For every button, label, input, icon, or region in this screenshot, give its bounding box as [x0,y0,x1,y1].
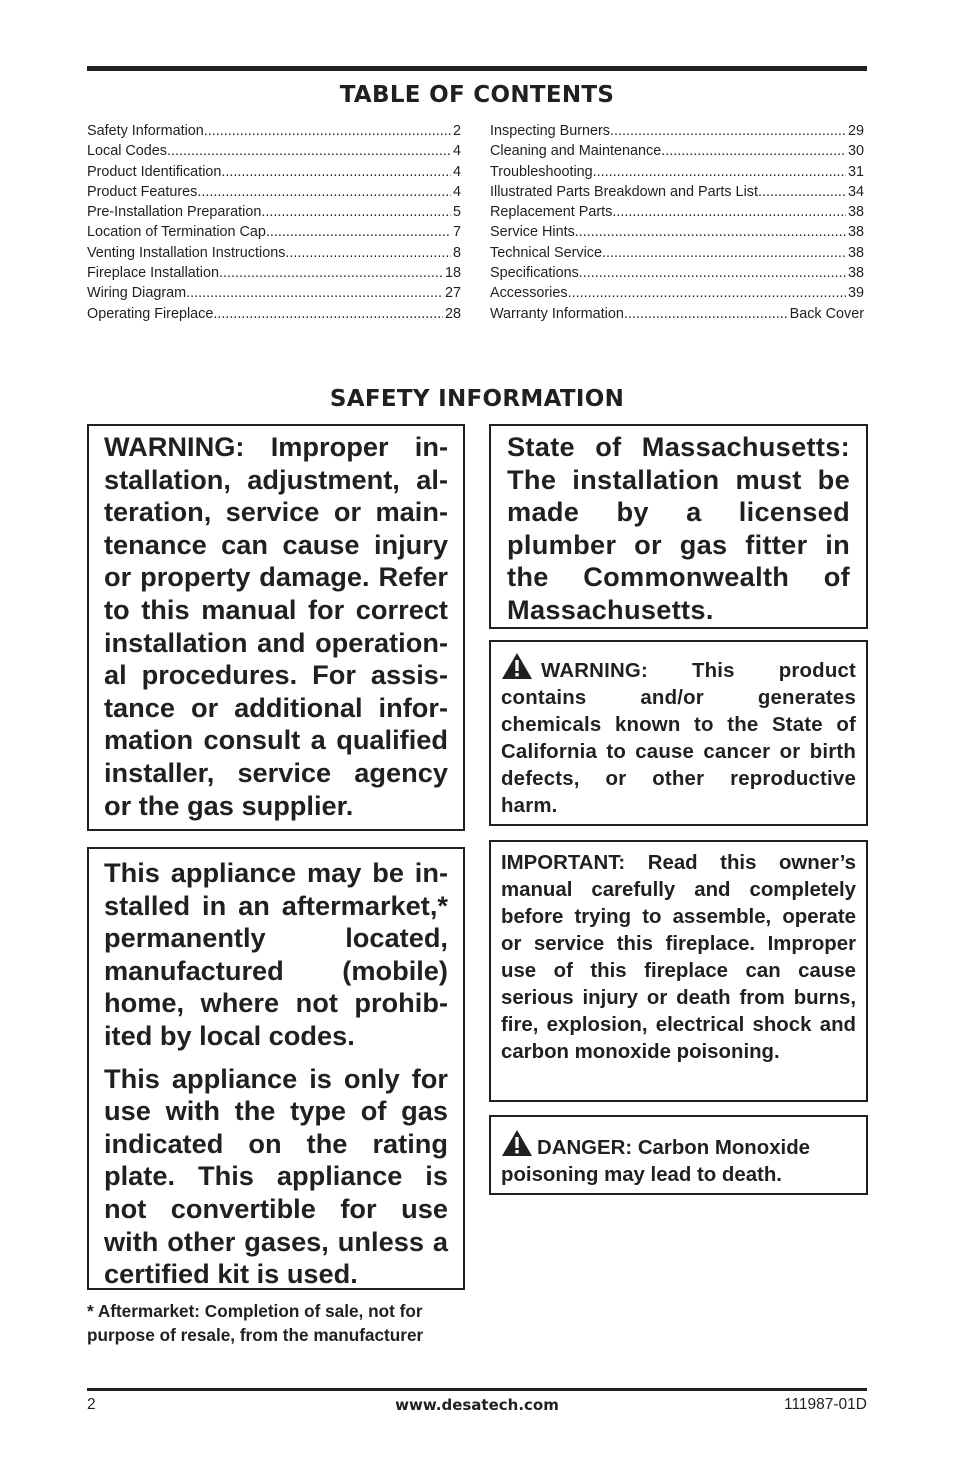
toc-entry [490,265,864,285]
toc-entry [87,184,461,204]
safety-title: SAFETY INFORMATION [329,386,625,412]
aftermarket-footnote: * Aftermarket: Completion of sale, not for purpose of resale, from the manufacturer [87,1301,424,1345]
warning-text: WARNING: Improper installation, adjustment, alteration, service or maintenance can cause injury or property damage. Refer to this manual for correct installation and operational procedures. For assistance or additional information consult a qualified installer, service agency or the gas supplier. [104,431,448,821]
toc-leader-dots [261,204,451,220]
toc-leader-dots [219,265,443,281]
toc-entry-page: 38 [847,204,864,221]
toc-entry [490,123,864,143]
appliance-mobile-home-text: This appliance may be installed in an aftermarket,* permanently located, manufactured (mobile) home, where not prohibited by local codes. [104,857,448,1051]
appliance-gas-type-text: This appliance is only for use with the type of gas indicated on the rating plate. This appliance is not convertible for use with other gases, unless a certified kit is used. [104,1062,448,1290]
toc-entry-label: Fireplace Installation [87,265,219,282]
toc-entry [87,245,461,265]
toc-leader-dots [593,164,846,180]
toc-entry-label: Venting Installation Instructions [87,244,286,261]
toc-entry [490,306,864,326]
toc-entry-page: 28 [444,305,461,322]
toc-leader-dots [602,245,846,261]
toc-entry-page: 34 [847,183,864,200]
page-number: 2 [87,1396,96,1413]
toc-leader-dots [758,184,846,200]
toc-entry-label: Illustrated Parts Breakdown and Parts List [490,183,758,200]
toc-entry-label: Technical Service [490,244,602,261]
toc-entry-label: Troubleshooting [490,163,593,180]
toc-entry-label: Product Features [87,183,198,200]
toc-leader-dots [204,123,451,139]
toc-leader-dots [575,224,846,240]
toc-entry-page: 2 [452,123,461,139]
toc-leader-dots [221,164,451,180]
toc-entry [490,245,864,265]
website-url: www.desatech.com [395,1396,559,1414]
important-text: IMPORTANT: Read this owner’s manual carefully and completely before trying to assemble, operate or service this fireplace. Improper use of this fireplace can cause serious injury or death from burns, fire, explosion, electrical shock and carbon monoxide poisoning. [501,852,856,1063]
toc-leader-dots [612,204,846,220]
toc-entry [87,143,461,163]
toc-entry-page: Back Cover [789,305,864,322]
toc-entry-page: 4 [452,183,461,200]
toc-entry-page: 27 [444,285,461,302]
toc-entry [490,285,864,305]
california-warning-box [489,640,868,826]
toc-entry-page: 29 [847,123,864,139]
toc-entry [87,224,461,244]
toc-entry [490,224,864,244]
toc-entry-page: 18 [444,265,461,282]
toc-entry [490,143,864,163]
toc-entry-label: Operating Fireplace [87,305,214,322]
toc-leader-dots [167,143,451,159]
toc-entry-label: Warranty Information [490,305,624,322]
toc-entry [87,123,461,143]
toc-entry-label: Product Identification [87,163,222,180]
toc-entry-label: Inspecting Burners [490,123,610,139]
toc-leader-dots [579,265,846,281]
toc-leader-dots [213,306,443,322]
toc-entry-page: 30 [847,143,864,160]
toc-leader-dots [285,245,451,261]
toc-leader-dots [624,306,788,322]
massachusetts-box [489,424,868,629]
toc-entry-label: Safety Information [87,123,204,139]
toc-entry-label: Location of Termination Cap [87,224,266,241]
warning-triangle-icon [501,652,533,680]
toc-entry-label: Local Codes [87,143,167,160]
toc-entry-label: Accessories [490,285,568,302]
toc-leader-dots [661,143,846,159]
toc-entry-page: 39 [847,285,864,302]
toc-title: TABLE OF CONTENTS [339,82,615,108]
toc-entry-label: Cleaning and Maintenance [490,143,662,160]
toc-entry-label: Wiring Diagram [87,285,187,302]
toc-leader-dots [568,285,846,301]
toc-entry [87,285,461,305]
document-code: 111987-01D [783,1396,867,1413]
toc-entry-page: 38 [847,265,864,282]
appliance-box [87,847,465,1290]
danger-box [489,1115,868,1195]
toc-entry-page: 4 [452,143,461,160]
toc-entry [87,265,461,285]
toc-entry-page: 7 [452,224,461,241]
toc-entry [490,164,864,184]
bottom-rule [87,1388,867,1391]
toc-entry-label: Service Hints [490,224,575,241]
toc-leader-dots [266,224,451,240]
toc-entry [87,164,461,184]
toc-entry [87,204,461,224]
toc-leader-dots [610,123,846,139]
toc-right-column [490,123,864,326]
warning-box [87,424,465,831]
toc-entry [490,204,864,224]
danger-text: DANGER: Carbon Monoxide poisoning may lead to death. [501,1137,811,1186]
california-warning-text: WARNING: This product contains and/or generates chemicals known to the State of California to cause cancer or birth defects, or other reproductive harm. [501,660,856,817]
toc-entry-page: 4 [452,163,461,180]
top-rule [87,66,867,71]
important-box [489,840,868,1102]
toc-entry [87,306,461,326]
warning-triangle-icon [501,1129,533,1157]
toc-left-column [87,123,461,326]
toc-entry-page: 8 [452,244,461,261]
toc-leader-dots [186,285,443,301]
toc-entry-page: 38 [847,244,864,261]
toc-leader-dots [197,184,451,200]
massachusetts-text: State of Massachusetts: The installation must be made by a licensed plumber or gas fitter in the Commonwealth of Massachusetts. [507,431,850,625]
toc-entry-page: 38 [847,224,864,241]
toc-entry-label: Specifications [490,265,579,282]
toc-entry [490,184,864,204]
toc-entry-label: Pre-Installation Preparation [87,204,262,221]
toc-entry-page: 5 [452,204,461,221]
toc-entry-label: Replacement Parts [490,204,613,221]
toc-entry-page: 31 [847,163,864,180]
